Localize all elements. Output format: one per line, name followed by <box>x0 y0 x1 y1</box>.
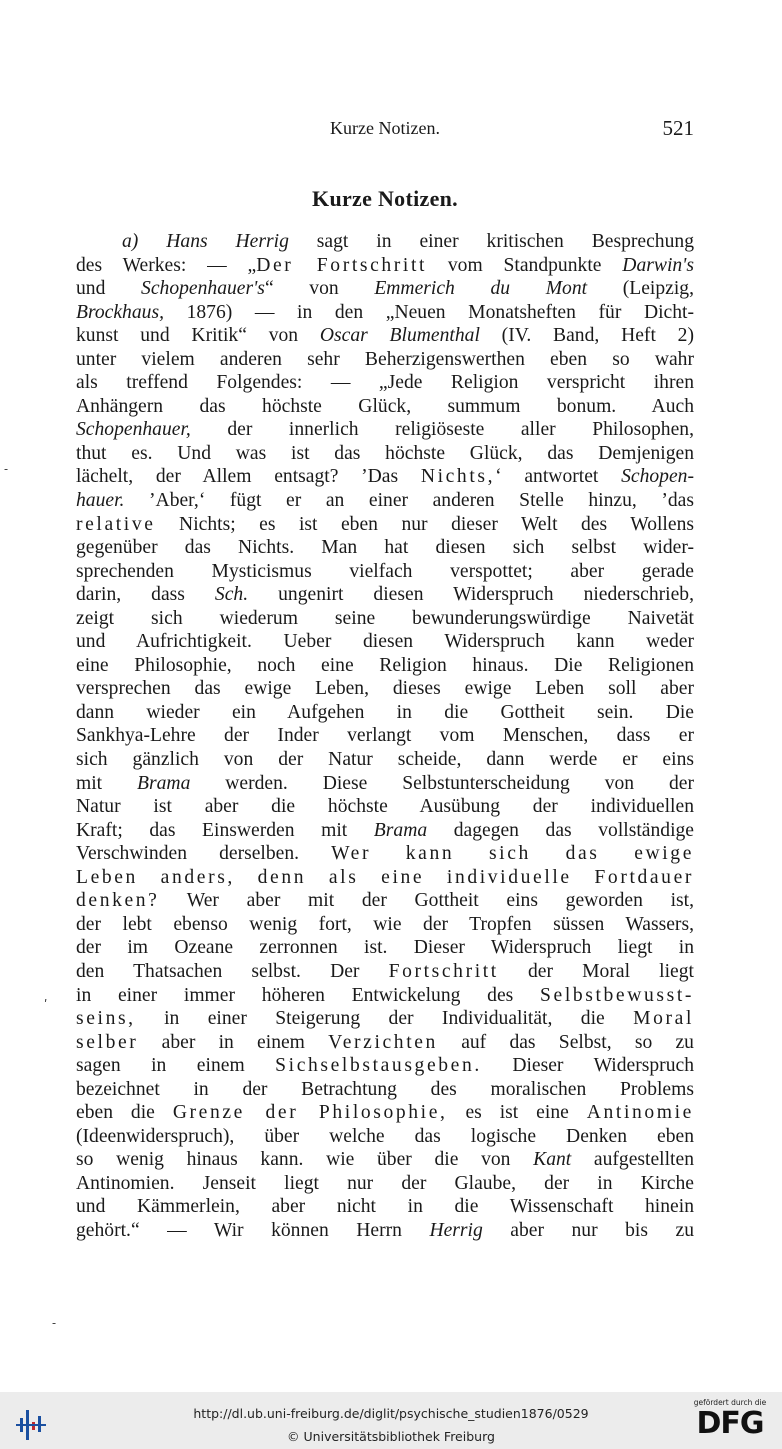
text-line <box>76 324 694 348</box>
text-segment: Wer aber mit der Gottheit eins geworden ist, <box>159 890 694 912</box>
text-segment: unter vielem anderen sehr Beherzigenswerthen eben so wahr <box>76 348 694 370</box>
running-title: Kurze Notizen. <box>330 118 440 138</box>
italic-text: Brama <box>373 819 428 841</box>
text-segment: dagegen das vollständige <box>427 819 695 841</box>
page-number: 521 <box>662 116 694 140</box>
text-segment: der Moral liegt <box>498 960 694 982</box>
italic-text: hauer. <box>76 490 125 512</box>
text-line <box>76 583 694 607</box>
text-line <box>76 442 694 466</box>
text-segment: Dieser Widerspruch <box>481 1055 694 1077</box>
text-line <box>76 795 694 819</box>
text-line <box>76 489 694 513</box>
text-segment: lächelt, der Allem entsagt? ’Das <box>76 466 421 488</box>
spaced-emphasis-text: seins, <box>76 1008 136 1030</box>
spaced-emphasis-text: Antinomie <box>586 1102 694 1124</box>
text-segment: der im Ozeane zerronnen ist. Dieser Widerspruch liegt in <box>76 937 694 959</box>
spaced-emphasis-text: Selbstbewusst- <box>540 984 694 1006</box>
text-line <box>76 748 694 772</box>
margin-mark: ʹ <box>44 998 48 1012</box>
text-line <box>76 1031 694 1055</box>
text-segment: der lebt ebenso wenig fort, wie der Tropfen süssen Wassers, <box>76 913 694 935</box>
text-segment: sagen in einem <box>76 1055 276 1077</box>
text-line <box>76 1054 694 1078</box>
spaced-emphasis-text: Wer kann sich das ewige <box>331 843 694 865</box>
italic-text: Brockhaus, <box>76 301 164 323</box>
spaced-emphasis-text: Moral <box>633 1008 694 1030</box>
text-segment: so wenig hinaus kann. wie über die von <box>76 1149 534 1171</box>
text-line <box>76 701 694 725</box>
text-segment: des Werkes: — „ <box>76 254 257 276</box>
footer-url-link[interactable]: http://dl.ub.uni-freiburg.de/diglit/psychische_studien1876/0529 <box>193 1406 589 1421</box>
text-segment: und Kämmerlein, aber nicht in die Wissenschaft hinein <box>76 1196 694 1218</box>
footer-bar <box>0 1392 782 1449</box>
text-line <box>76 960 694 984</box>
text-line <box>76 1125 694 1149</box>
text-segment: der innerlich religiöseste aller Philosophen, <box>190 419 694 441</box>
text-segment: darin, dass <box>76 584 215 606</box>
text-line <box>76 1172 694 1196</box>
section-title: Kurze Notizen. <box>312 186 458 211</box>
text-segment: aber nur bis zu <box>482 1219 694 1241</box>
text-segment: mit <box>76 772 138 794</box>
text-segment: dann wieder ein Aufgehen in die Gottheit sein. Die <box>76 701 694 723</box>
text-segment: eine Philosophie, noch eine Religion hinaus. Die Religionen <box>76 654 694 676</box>
text-line <box>76 819 694 843</box>
dfg-logo-text: DFG <box>696 1406 764 1441</box>
text-segment: in einer Steigerung der Individualität, die <box>135 1008 634 1030</box>
text-segment: versprechen das ewige Leben, dieses ewige Leben soll aber <box>76 678 694 700</box>
text-line <box>76 913 694 937</box>
text-line <box>76 348 694 372</box>
text-line <box>76 630 694 654</box>
spaced-emphasis-text: Grenze der Philosophie, <box>172 1102 448 1124</box>
text-segment: ungenirt diesen Widerspruch niederschrieb, <box>248 584 694 606</box>
spaced-emphasis-text: denken? <box>76 890 160 912</box>
text-segment: vom Standpunkte <box>427 254 623 276</box>
text-segment: ‘ antwortet <box>495 466 622 488</box>
text-segment: es ist eine <box>447 1102 587 1124</box>
text-segment: sprechenden Mysticismus vielfach verspottet; aber gerade <box>76 560 694 582</box>
text-line <box>76 1219 694 1243</box>
text-line <box>76 842 694 866</box>
text-segment: werden. Diese Selbstunterscheidung von der <box>190 772 695 794</box>
text-segment: (IV. Band, Heft 2) <box>479 325 694 347</box>
text-segment: “ von <box>264 278 375 300</box>
text-segment: eben die <box>76 1102 173 1124</box>
spaced-emphasis-text: selber <box>76 1031 139 1053</box>
italic-text: a) Hans Herrig <box>122 231 289 252</box>
spaced-emphasis-text: Der Fortschritt <box>256 254 428 276</box>
italic-text: Schopenhauer's <box>141 278 265 300</box>
text-segment: Nichts; es ist eben nur dieser Welt des Wollens <box>155 513 694 535</box>
text-segment: aufgestellten <box>571 1149 694 1171</box>
text-line <box>76 395 694 419</box>
text-segment: auf das Selbst, so zu <box>437 1031 694 1053</box>
text-line <box>76 866 694 890</box>
text-line <box>76 1078 694 1102</box>
article-body <box>76 230 694 1243</box>
text-line <box>76 277 694 301</box>
text-segment: sich gänzlich von der Natur scheide, dann werde er eins <box>76 749 694 771</box>
text-segment: aber in einem <box>138 1031 329 1053</box>
text-line <box>76 607 694 631</box>
margin-mark: - <box>4 462 9 476</box>
spaced-emphasis-text: Fortschritt <box>388 960 499 982</box>
italic-text: Emmerich du Mont <box>374 278 588 300</box>
text-line <box>76 1101 694 1125</box>
italic-text: Sch. <box>214 584 249 606</box>
italic-text: Kant <box>533 1149 572 1171</box>
text-line <box>76 560 694 584</box>
italic-text: Schopen- <box>621 466 694 488</box>
text-segment: und <box>76 278 142 300</box>
spaced-emphasis-text: Nichts, <box>420 466 496 488</box>
text-segment: 1876) — in den „Neuen Monatsheften für Dicht- <box>163 301 694 323</box>
text-line <box>76 254 694 278</box>
text-line <box>76 418 694 442</box>
margin-mark: - <box>52 1316 57 1330</box>
text-segment: Verschwinden derselben. <box>76 843 332 865</box>
text-segment: (Ideenwiderspruch), über welche das logische Denken eben <box>76 1125 694 1147</box>
text-segment: gegenüber das Nichts. Man hat diesen sich selbst wider- <box>76 537 694 559</box>
text-line <box>76 301 694 325</box>
text-line <box>76 677 694 701</box>
text-segment: (Leipzig, <box>587 278 694 300</box>
page-header <box>76 116 694 142</box>
text-line <box>76 772 694 796</box>
text-line <box>76 724 694 748</box>
text-line <box>76 1148 694 1172</box>
text-segment: in einer immer höheren Entwickelung des <box>76 984 541 1006</box>
spaced-emphasis-text: relative <box>76 513 156 535</box>
text-segment: sagt in einer kritischen Besprechung <box>288 231 694 252</box>
text-line <box>76 1007 694 1031</box>
text-segment: und Aufrichtigkeit. Ueber diesen Widerspruch kann weder <box>76 631 694 653</box>
text-line <box>76 536 694 560</box>
text-segment: Sankhya-Lehre der Inder verlangt vom Menschen, dass er <box>76 725 694 747</box>
text-line <box>76 230 694 254</box>
spaced-emphasis-text: Leben anders, denn als eine individuelle Fortdauer <box>76 866 694 888</box>
text-segment: kunst und Kritik“ von <box>76 325 320 347</box>
text-segment: thut es. Und was ist das höchste Glück, das Demjenigen <box>76 442 694 464</box>
italic-text: Oscar Blumenthal <box>319 325 480 347</box>
text-segment: Anhängern das höchste Glück, summum bonum. Auch <box>76 395 694 417</box>
text-line <box>76 936 694 960</box>
footer-copyright: © Universitätsbibliothek Freiburg <box>287 1429 495 1444</box>
italic-text: Brama <box>137 772 191 794</box>
text-line <box>76 984 694 1008</box>
text-segment: ’Aber,‘ fügt er an einer anderen Stelle hinzu, ’das <box>124 490 694 512</box>
italic-text: Herrig <box>429 1219 483 1241</box>
spaced-emphasis-text: Sichselbstausgeben. <box>275 1055 482 1077</box>
text-segment: als treffend Folgendes: — „Jede Religion verspricht ihren <box>76 372 694 394</box>
text-line <box>76 465 694 489</box>
text-line <box>76 889 694 913</box>
text-segment: Antinomien. Jenseit liegt nur der Glaube, der in Kirche <box>76 1172 694 1194</box>
dfg-logo <box>688 1398 772 1444</box>
italic-text: Schopenhauer, <box>76 419 191 441</box>
text-line <box>76 513 694 537</box>
text-segment: zeigt sich wiederum seine bewunderungswürdige Naivetät <box>76 607 694 629</box>
text-line <box>76 654 694 678</box>
text-line <box>76 1195 694 1219</box>
text-segment: gehört.“ — Wir können Herrn <box>76 1219 430 1241</box>
text-segment: Kraft; das Einswerden mit <box>76 819 374 841</box>
text-segment: bezeichnet in der Betrachtung des moralischen Problems <box>76 1078 694 1100</box>
dfg-caption: gefördert durch die <box>693 1398 767 1407</box>
text-segment: den Thatsachen selbst. Der <box>76 960 389 982</box>
text-segment: Natur ist aber die höchste Ausübung der individuellen <box>76 796 694 818</box>
spaced-emphasis-text: Verzichten <box>328 1031 438 1053</box>
italic-text: Darwin's <box>622 254 694 276</box>
text-line <box>76 371 694 395</box>
